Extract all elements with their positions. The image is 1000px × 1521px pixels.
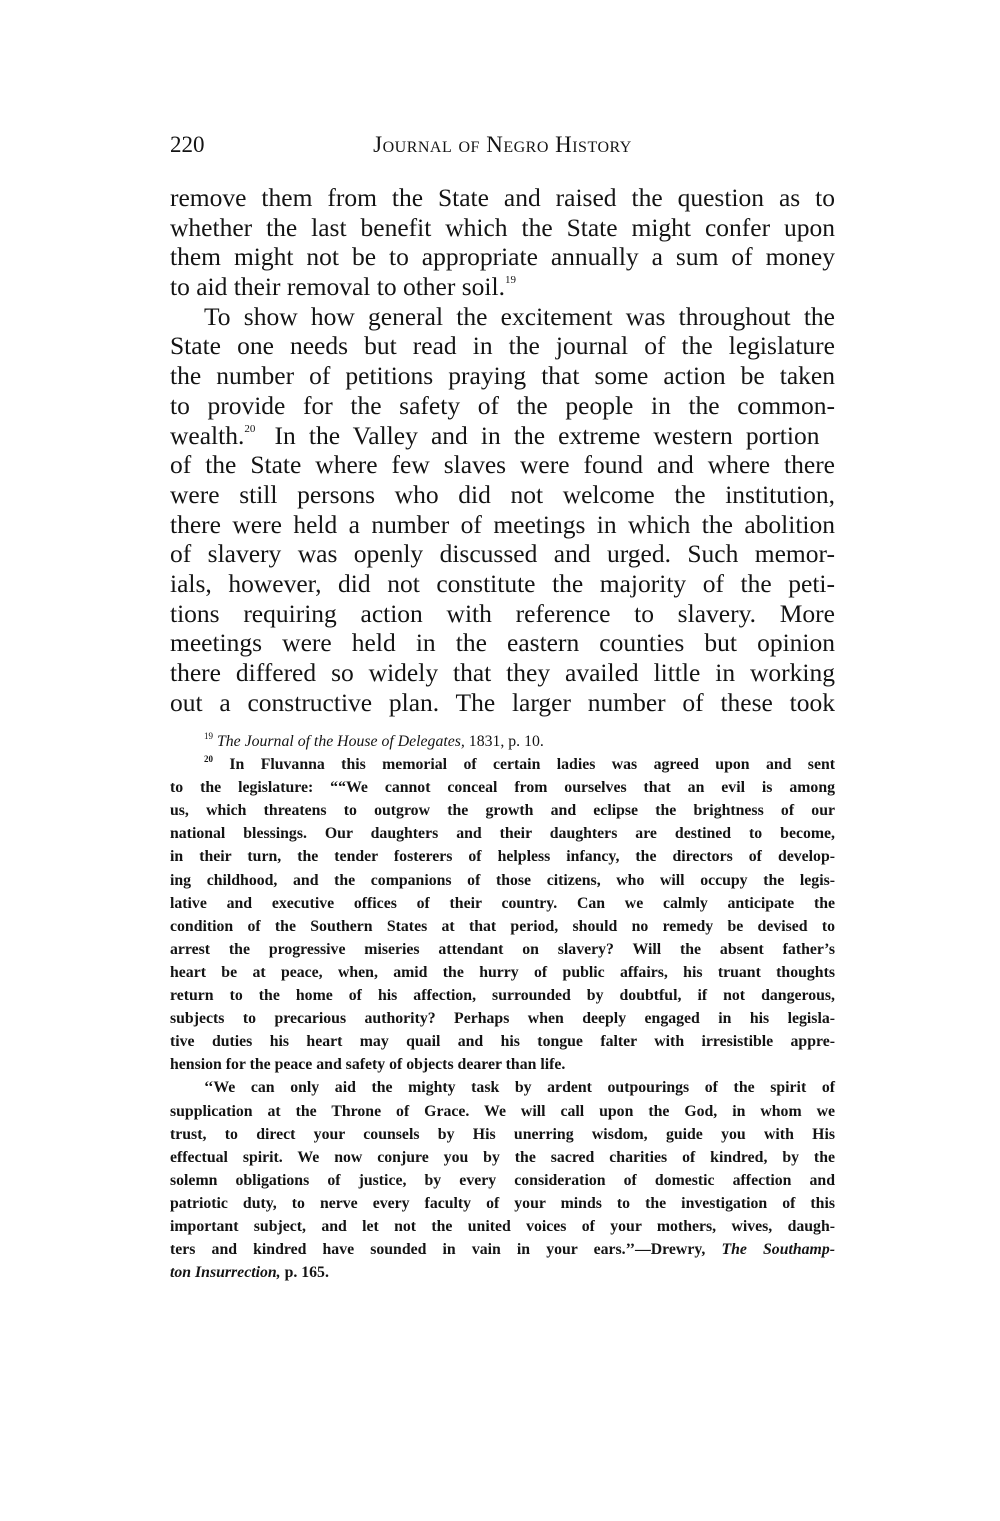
source-title: ton Insurrection, xyxy=(170,1264,281,1282)
body-line: of slavery was openly discussed and urged. Such memor- xyxy=(170,539,835,569)
footnote-20-line: trust, to direct your counsels by His unerring wisdom, guide you with His xyxy=(170,1125,835,1143)
footnote-20-line: condition of the Southern States at that period, should no remedy be devised to xyxy=(170,917,835,935)
body-line: remove them from the State and raised the question as to xyxy=(170,183,835,212)
footnote-20-line: important subject, and let not the united voices of your mothers, wives, daugh- xyxy=(170,1217,835,1235)
body-line: were still persons who did not welcome the institution, xyxy=(170,479,835,509)
footnote-20-line: supplication at the Throne of Grace. We will call upon the God, in whom we xyxy=(170,1102,835,1120)
footnote-20-line: lative and executive offices of their country. Can we calmly anticipate the xyxy=(170,894,835,912)
footnote-20-line: patriotic duty, to nerve every faculty of your minds to the investigation of this xyxy=(170,1194,835,1212)
footnote-20-line: effectual spirit. We now conjure you by the sacred charities of kindred, by the xyxy=(170,1148,835,1166)
body-text xyxy=(170,183,835,717)
body-line: to provide for the safety of the people in the common- xyxy=(170,390,835,420)
footnote-20-line: solemn obligations of justice, by every consideration of domestic affection and xyxy=(170,1171,835,1189)
footnote-20-line: ‘‘We can only aid the mighty task by ardent outpourings of the spirit of xyxy=(204,1079,835,1097)
body-line: them might not be to appropriate annually a sum of money xyxy=(170,242,835,272)
body-line: there were held a number of meetings in which the abolition xyxy=(170,509,835,539)
footnote-20-line: to the legislature: ““We cannot conceal from ourselves that an evil is among xyxy=(170,779,835,797)
footnote-ref-19[interactable]: 19 xyxy=(504,274,516,287)
body-line: wealth.$^{20}$ In the Valley and in the extreme western portion xyxy=(170,420,820,450)
footnote-source-title: The Journal of the House of Delegates, xyxy=(216,733,465,750)
page-header xyxy=(170,132,835,162)
body-line: of the State where few slaves were found and where there xyxy=(170,450,835,480)
footnote-20-line: tive duties his heart may quail and his tongue falter with irresistible appre- xyxy=(170,1033,835,1051)
footnote-marker: 20 xyxy=(204,754,213,765)
footnote-20-line: ton Insurrection, p. 165. xyxy=(170,1264,329,1282)
body-line: there differed so widely that they availed little in working xyxy=(170,658,835,687)
footnote-20-line: return to the home of his affection, surrounded by doubtful, if not dangerous, xyxy=(170,987,835,1005)
body-line: the number of petitions praying that some action be taken xyxy=(170,361,835,391)
footnote-20-line: subjects to precarious authority? Perhaps when deeply engaged in his legisla- xyxy=(170,1010,835,1028)
body-line: to aid their removal to other soil.$^{19}$ xyxy=(170,272,516,302)
body-line: ials, however, did not constitute the majority of the peti- xyxy=(170,568,835,598)
footnotes xyxy=(170,730,835,1284)
footnote-20-line: in their turn, the tender fosterers of helpless infancy, the directors of develop- xyxy=(170,848,835,866)
footnote-ref-20[interactable]: 20 xyxy=(244,422,256,435)
body-line: State one needs but read in the journal of the legislature xyxy=(170,331,835,361)
footnote-19: $^{19}$ The Journal of the House of Delegates, 1831, p. 10. xyxy=(204,731,544,750)
body-line: tions requiring action with reference to slavery. More xyxy=(170,598,835,628)
footnote-20-line: hension for the peace and safety of objects dearer than life. xyxy=(170,1056,566,1074)
body-line: out a constructive plan. The larger number of these took xyxy=(170,687,835,717)
footnote-20-line: ters and kindred have sounded in vain in your ears.’’—Drewry, The Southamp- xyxy=(170,1241,836,1259)
footnote-marker: 19 xyxy=(204,731,213,741)
footnote-20-line: arrest the progressive miseries attendant on slavery? Will the absent father’s xyxy=(170,940,835,958)
source-title: The Southamp- xyxy=(721,1241,836,1259)
footnote-20-line: ing childhood, and the companions of those citizens, who will occupy the legis- xyxy=(170,871,835,889)
footnote-20-line: national blessings. Our daughters and their daughters are destined to become, xyxy=(170,825,835,843)
running-title: Journal of Negro History xyxy=(373,132,632,157)
body-line: whether the last benefit which the State might confer upon xyxy=(170,212,835,242)
footnote-20-line: heart be at peace, when, amid the hurry of public affairs, his truant thoughts xyxy=(170,963,835,981)
body-line: To show how general the excitement was throughout the xyxy=(204,301,835,331)
footnote-20-line: $^{20}$ In Fluvanna this memorial of certain ladies was agreed upon and sent xyxy=(204,754,835,774)
footnote-20-line: us, which threatens to outgrow the growth and eclipse the brightness of our xyxy=(170,802,835,820)
body-line: meetings were held in the eastern counties but opinion xyxy=(170,628,835,658)
page-number: 220 xyxy=(170,132,205,157)
